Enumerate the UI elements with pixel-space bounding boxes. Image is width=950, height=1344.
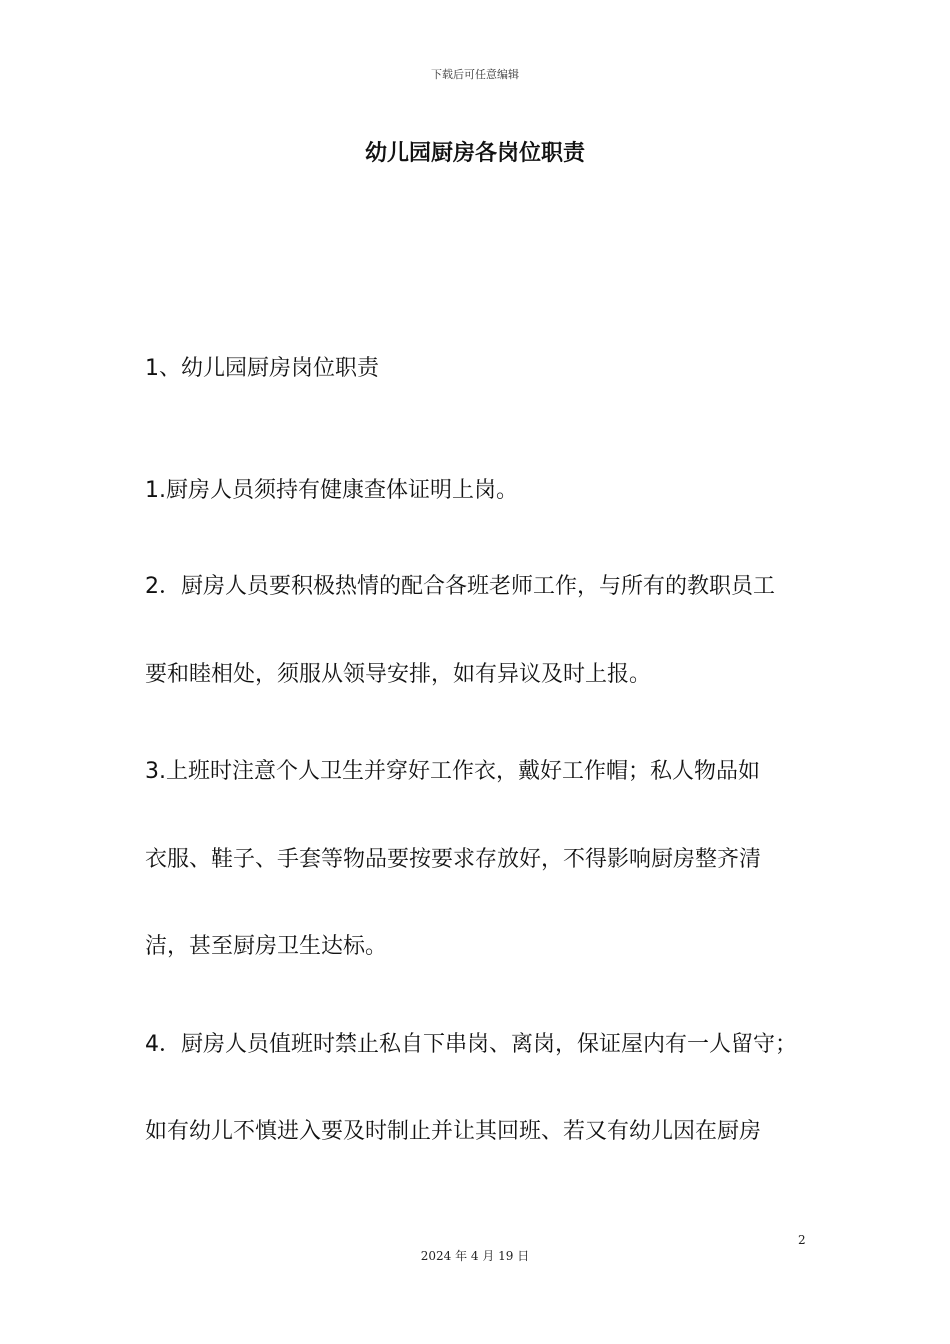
- body-line-5: 衣服、鞋子、手套等物品要按要求存放好，不得影响厨房整齐清: [145, 847, 762, 872]
- body-line-7: 4．厨房人员值班时禁止私自下串岗、离岗，保证屋内有一人留守；: [145, 1032, 797, 1057]
- body-line-4: 3.上班时注意个人卫生并穿好工作衣，戴好工作帽；私人物品如: [145, 759, 760, 784]
- document-title: 幼儿园厨房各岗位职责: [364, 141, 585, 166]
- body-line-2: 2．厨房人员要积极热情的配合各班老师工作，与所有的教职员工: [145, 574, 775, 599]
- header-note: 下载后可任意编辑: [431, 68, 519, 81]
- body-line-8: 如有幼儿不慎进入要及时制止并让其回班、若又有幼儿因在厨房: [145, 1119, 762, 1144]
- body-line-3: 要和睦相处，须服从领导安排，如有异议及时上报。: [145, 662, 652, 687]
- footer-date: 2024 年 4 月 19 日: [420, 1249, 530, 1263]
- body-line-6: 洁，甚至厨房卫生达标。: [145, 934, 388, 959]
- body-line-1: 1.厨房人员须持有健康查体证明上岗。: [145, 478, 518, 503]
- page-number: 2: [798, 1233, 806, 1247]
- section-heading: 1、幼儿园厨房岗位职责: [145, 356, 379, 381]
